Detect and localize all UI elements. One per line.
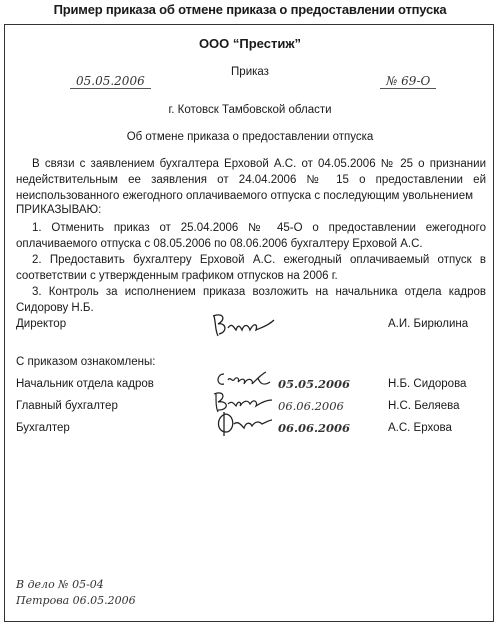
doc-number: № 69-О <box>380 74 436 88</box>
city: г. Котовск Тамбовской области <box>168 104 332 116</box>
company-name: ООО “Престиж” <box>198 36 302 51</box>
director-position: Директор <box>16 318 67 330</box>
acq-position-1: Начальник отдела кадров <box>16 378 154 390</box>
acq-date-3: 06.06.2006 <box>278 421 351 435</box>
doc-date: 05.05.2006 <box>70 74 151 88</box>
page-caption: Пример приказа об отмене приказа о предоставлении отпуска <box>53 2 447 17</box>
preamble: В связи с заявлением бухгалтера Ерховой А.С. от 04.05.2006 № 25 о признании недействительным ее заявления от 24.04.2006 № 15 о предоставлении ей неиспользованного ежегодного оплачиваемого отпуска с последующим увольнением <box>16 158 486 202</box>
acq-position-2: Главный бухгалтер <box>16 400 118 412</box>
acq-name-2: Н.С. Беляева <box>388 400 460 412</box>
acq-name-1: Н.Б. Сидорова <box>388 378 467 390</box>
filing-note-case: В дело № 05-04 <box>16 578 104 591</box>
acq-date-2: 06.06.2006 <box>278 399 344 413</box>
signature-erkhova <box>214 410 274 438</box>
director-name: А.И. Бирюлина <box>388 318 469 330</box>
acq-name-3: А.С. Ерхова <box>388 422 452 434</box>
acquainted-header: С приказом ознакомлены: <box>16 356 156 368</box>
order-item-1: 1. Отменить приказ от 25.04.2006 № 45-О о предоставлении ежегодного оплачиваемого отпуска с 08.05.2006 по 08.06.2006 бухгалтеру Ерховой А.С. <box>16 222 486 250</box>
doc-type: Приказ <box>231 66 269 78</box>
order-word: ПРИКАЗЫВАЮ: <box>16 204 102 216</box>
doc-subject: Об отмене приказа о предоставлении отпуска <box>126 131 374 143</box>
acq-date-1: 05.05.2006 <box>278 377 351 391</box>
filing-note-signature: Петрова 06.05.2006 <box>16 594 136 607</box>
order-item-3: 3. Контроль за исполнением приказа возложить на начальника отдела кадров Сидорову Н.Б. <box>16 286 486 314</box>
order-item-2: 2. Предоставить бухгалтеру Ерховой А.С. ежегодный оплачиваемый отпуск в соответствии с утвержденным графиком отпусков на 2006 г. <box>16 254 486 282</box>
director-signature <box>210 306 280 342</box>
acq-position-3: Бухгалтер <box>16 422 70 434</box>
